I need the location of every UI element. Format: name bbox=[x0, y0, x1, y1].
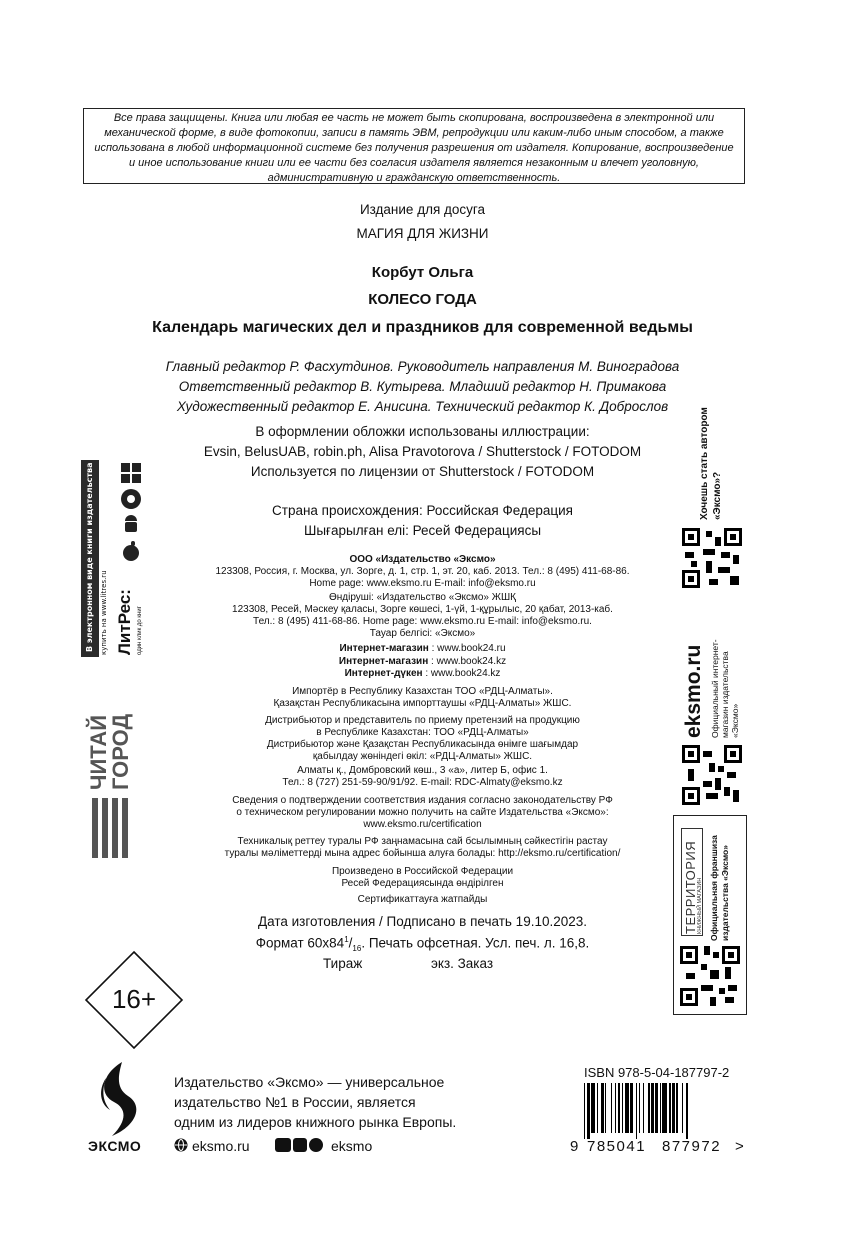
author: Корбут Ольга bbox=[371, 264, 474, 281]
certification-line: Сведения о подтверждении соответствия издания согласно законодательству РФ bbox=[232, 795, 613, 806]
barcode-bar bbox=[643, 1083, 644, 1133]
barcode-bar bbox=[597, 1083, 598, 1133]
not-certified: Сертификаттауға жатпайды bbox=[357, 894, 488, 905]
barcode-bar bbox=[622, 1083, 623, 1133]
barcode-bar bbox=[676, 1083, 677, 1133]
publisher-web: Home page: www.eksmo.ru E-mail: info@eksmo.ru bbox=[309, 578, 536, 589]
editors-line: Художественный редактор Е. Анисина. Технический редактор К. Доброслов bbox=[176, 399, 669, 414]
android-icon bbox=[120, 514, 142, 536]
produced-line: Произведено в Российской Федерации bbox=[331, 866, 514, 877]
distributor-line: қабылдау жөніндегі өкіл: «РДЦ-Алматы» ЖШС. bbox=[312, 751, 533, 762]
shop-line: Интернет-дүкен : www.book24.kz bbox=[344, 668, 501, 679]
edition-type: Издание для досуга bbox=[359, 202, 486, 217]
isbn: ISBN 978-5-04-187797-2 bbox=[584, 1065, 730, 1080]
official-store-text: Официальный интернет-магазин издательства «Эксмо» bbox=[710, 639, 740, 738]
print-format: Формат $60x84^1/_{16}$. Печать офсетная. Усл. печ. л. 16,8. bbox=[255, 935, 590, 954]
produced-line: Ресей Федерациясында өндірілген bbox=[341, 878, 504, 889]
barcode-bar bbox=[601, 1083, 604, 1133]
litres-line2: купить на www.litres.ru bbox=[100, 570, 108, 655]
distributor-line: в Республике Казахстан: ТОО «РДЦ-Алматы» bbox=[316, 727, 529, 738]
origin-line: Страна происхождения: Российская Федерация bbox=[272, 503, 573, 518]
barcode-bar bbox=[682, 1083, 683, 1133]
publisher-name: ООО «Издательство «Эксмо» bbox=[349, 554, 496, 565]
barcode-bar bbox=[618, 1083, 621, 1133]
qr-code-franchise bbox=[680, 946, 740, 1006]
barcode bbox=[584, 1083, 736, 1135]
litres-bar bbox=[81, 409, 99, 657]
tirazh-label: Тираж bbox=[323, 956, 363, 971]
origin-line: Шығарылған елі: Ресей Федерациясы bbox=[303, 523, 542, 538]
barcode-bar bbox=[686, 1083, 687, 1139]
editors-line: Ответственный редактор В. Кутырева. Младший редактор Н. Примакова bbox=[178, 379, 667, 394]
certification-line: о техническом регулировании можно получить на сайте Издательства «Эксмо»: bbox=[236, 807, 609, 818]
almaty-line: Тел.: 8 (727) 251-59-90/91/92. E-mail: RDC-Almaty@eksmo.kz bbox=[282, 777, 563, 788]
footer-site: eksmo.ru bbox=[192, 1138, 250, 1154]
age-rating-badge bbox=[84, 950, 184, 1050]
barcode-bar bbox=[655, 1083, 658, 1133]
litres-tagline: один клик до книг bbox=[137, 606, 143, 655]
book-subtitle: Календарь магических дел и праздников для современной ведьмы bbox=[152, 319, 693, 336]
editors-line: Главный редактор Р. Фасхутдинов. Руководитель направления М. Виноградова bbox=[165, 359, 680, 374]
barcode-bar bbox=[662, 1083, 666, 1133]
publisher-kz-web: Тел.: 8 (495) 411-68-86. Home page: www.eksmo.ru E-mail: info@eksmo.ru. bbox=[253, 616, 592, 627]
certification-kz-line: туралы мәліметтерді мына адрес бойынша алуға болады: http://eksmo.ru/certification/ bbox=[224, 848, 621, 859]
barcode-bar bbox=[660, 1083, 661, 1133]
qr-code-store bbox=[682, 745, 742, 805]
footer-social: eksmo bbox=[331, 1138, 373, 1154]
illustrations-line: Используется по лицензии от Shutterstock / FOTODOM bbox=[250, 464, 595, 479]
barcode-bar bbox=[584, 1083, 585, 1139]
barcode-bar bbox=[639, 1083, 640, 1133]
apple-icon bbox=[120, 540, 142, 562]
shop-line: Интернет-магазин : www.book24.kz bbox=[338, 656, 507, 667]
shop-line: Интернет-магазин : www.book24.ru bbox=[339, 643, 506, 654]
distributor-line: Дистрибьютор және Қазақстан Республикасында өнімге шағымдар bbox=[266, 739, 579, 750]
chitai-gorod-line1: ЧИТАЙ bbox=[86, 714, 111, 790]
become-author-text: Хочешь стать автором «Эксмо»? bbox=[699, 407, 723, 520]
publisher-kz-address: 123308, Ресей, Мәскеу қаласы, Зорге көшесі, 1-үй, 1-құрылыс, 20 қабат, 2013-каб. bbox=[232, 604, 613, 615]
litres-brand: ЛитРес: bbox=[115, 589, 134, 655]
footer-about-line: Издательство «Эксмо» — универсальное bbox=[174, 1074, 445, 1090]
barcode-bar bbox=[625, 1083, 629, 1133]
eksmo-logo-text: ЭКСМО bbox=[88, 1138, 142, 1154]
book-title: КОЛЕСО ГОДА bbox=[368, 291, 477, 308]
barcode-tail: > bbox=[735, 1138, 744, 1155]
series-name: МАГИЯ ДЛЯ ЖИЗНИ bbox=[356, 226, 489, 241]
barcode-bar bbox=[615, 1083, 616, 1133]
age-rating-text: 16+ bbox=[111, 984, 157, 1014]
copyright-notice: Все права защищены. Книга или любая ее часть не может быть скопирована, воспроизведена в электронной или механической форме, в виде фотокопии, записи в память ЭВМ, репродукции или каким-либо иным способом, а также использована в любой информационной системе без получения разрешения от издателя. Копирование, воспроизведение и иное использование книги или ее части без согласия издателя является незаконным и влечет уголовную, административную и гражданскую ответственность. bbox=[83, 108, 745, 184]
barcode-bar bbox=[605, 1083, 606, 1133]
qr-code-author bbox=[682, 528, 742, 588]
barcode-first-digit: 9 bbox=[570, 1138, 579, 1155]
barcode-bar bbox=[591, 1083, 595, 1133]
importer-line: Импортёр в Республику Казахстан ТОО «РДЦ-Алматы». bbox=[292, 686, 553, 697]
barcode-bar bbox=[648, 1083, 649, 1133]
litres-line1: В электронном виде книги издательства вы можете bbox=[85, 409, 94, 652]
barcode-group2: 877972 bbox=[662, 1138, 722, 1155]
windows-icon bbox=[120, 462, 142, 484]
barcode-bar bbox=[672, 1083, 675, 1133]
footer-about-line: издательство №1 в России, является bbox=[174, 1094, 416, 1110]
certification-kz-line: Техникалық реттеу туралы РФ заңнамасына сай бсылымның сәйкестігін растау bbox=[237, 836, 608, 847]
publisher-address: 123308, Россия, г. Москва, ул. Зорге, д. 1, стр. 1, эт. 20, каб. 2013. Тел.: 8 (495) 411-68-86. bbox=[215, 566, 630, 577]
publisher-kz-name: Өндіруші: «Издательство «Эксмо» ЖШҚ bbox=[329, 592, 516, 603]
barcode-bar bbox=[669, 1083, 670, 1133]
certification-line: www.eksmo.ru/certification bbox=[363, 819, 482, 830]
territoria-franchise-box bbox=[673, 815, 747, 1015]
illustrations-line: Evsin, BelusUAB, robin.ph, Alisa Pravotorova / Shutterstock / FOTODOM bbox=[203, 444, 642, 459]
barcode-bar bbox=[587, 1083, 590, 1139]
globe-icon bbox=[174, 1138, 188, 1152]
chrome-icon bbox=[120, 488, 142, 510]
trademark: Тауар белгісі: «Эксмо» bbox=[369, 628, 476, 639]
importer-line: Қазақстан Республикасына импорттаушы «РДЦ-Алматы» ЖШС. bbox=[273, 698, 572, 709]
almaty-line: Алматы қ., Домбровский көш., 3 «а», литер Б, офис 1. bbox=[297, 765, 548, 776]
footer-about-line: одним из лидеров книжного рынка Европы. bbox=[174, 1114, 457, 1130]
barcode-bar bbox=[611, 1083, 612, 1133]
chitai-gorod-line2: ГОРОД bbox=[108, 713, 133, 790]
barcode-bar bbox=[651, 1083, 654, 1133]
territoria-sub: КНИЖНЫЙ МАГАЗИН bbox=[697, 877, 703, 934]
barcode-bar bbox=[636, 1083, 637, 1139]
barcode-bar bbox=[630, 1083, 633, 1133]
eksmo-ru-vertical: eksmo.ru bbox=[682, 644, 705, 738]
franchise-text: Официальная франшиза издательства «Эксмо» bbox=[709, 835, 730, 941]
barcode-group1: 785041 bbox=[587, 1138, 647, 1155]
illustrations-line: В оформлении обложки использованы иллюстрации: bbox=[255, 424, 590, 439]
social-icons bbox=[275, 1138, 327, 1152]
distributor-line: Дистрибьютор и представитель по приему претензий на продукцию bbox=[265, 715, 580, 726]
print-date: Дата изготовления / Подписано в печать 19.10.2023. bbox=[258, 914, 587, 929]
chitai-gorod-stripes-icon bbox=[92, 798, 132, 858]
eksmo-logo-icon bbox=[92, 1060, 148, 1138]
zakaz-label: экз. Заказ bbox=[431, 956, 494, 971]
territoria-name: ТЕРРИТОРИЯ bbox=[683, 840, 698, 934]
footer-about bbox=[174, 1072, 456, 1132]
